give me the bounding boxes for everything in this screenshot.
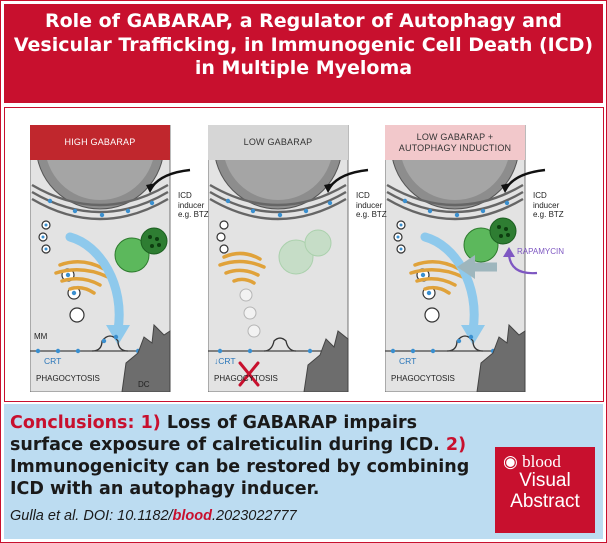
mm-label: MM <box>34 332 48 341</box>
blood-visual-abstract-logo <box>495 447 595 533</box>
logo-line: Abstract <box>510 491 580 512</box>
conclusions-label: Conclusions: <box>10 413 135 433</box>
dc-label: DC <box>138 380 150 389</box>
title-line: in Multiple Myeloma <box>194 57 413 79</box>
icd-inducer-label: ICD inducer e.g. BTZ <box>533 191 564 219</box>
logo-brand: ◉ blood <box>503 452 561 471</box>
panel-high-gabarap <box>30 125 208 392</box>
cell-diagram-low <box>208 125 386 392</box>
panel-header: HIGH GABARAP <box>30 125 170 160</box>
crt-label: CRT <box>44 356 62 366</box>
icd-inducer-label: ICD inducer e.g. BTZ <box>178 191 209 219</box>
citation: Gulla et al. DOI: 10.1182/blood.2023022777 <box>10 508 297 524</box>
conclusion-1: Loss of GABARAP impairs surface exposure of calreticulin during ICD. <box>10 413 440 455</box>
phagocytosis-label: PHAGOCYTOSIS <box>391 374 455 383</box>
phagocytosis-label: PHAGOCYTOSIS <box>36 374 100 383</box>
panel-low-gabarap-autophagy <box>385 125 563 392</box>
title-line: Vesicular Trafficking, in Immunogenic Cell Death (ICD) <box>13 33 594 56</box>
crt-label: ↓CRT <box>214 356 236 366</box>
panel-header: LOW GABARAP <box>208 125 348 160</box>
blood-drop-icon: ◉ <box>503 452 518 471</box>
page-title <box>4 10 603 81</box>
title-line: Role of GABARAP, a Regulator of Autophagy and <box>44 10 563 32</box>
cell-diagram-high <box>30 125 208 392</box>
conclusion-number: 1) <box>140 413 161 433</box>
panel-low-gabarap <box>208 125 386 392</box>
citation-journal: blood <box>172 508 213 524</box>
icd-inducer-label: ICD inducer e.g. BTZ <box>356 191 387 219</box>
conclusions-text <box>10 412 480 500</box>
conclusion-number: 2) <box>445 435 467 455</box>
crt-label: CRT <box>399 356 417 366</box>
logo-line: Visual <box>519 470 571 491</box>
conclusion-2: Immunogenicity can be restored by combining ICD with an autophagy inducer. <box>10 457 470 499</box>
cell-diagram-autophagy <box>385 125 563 392</box>
phagocytosis-label: PHAGOCYTOSIS <box>214 374 278 383</box>
panel-header: LOW GABARAP + AUTOPHAGY INDUCTION <box>385 125 525 160</box>
rapamycin-label: RAPAMYCIN <box>517 247 564 256</box>
